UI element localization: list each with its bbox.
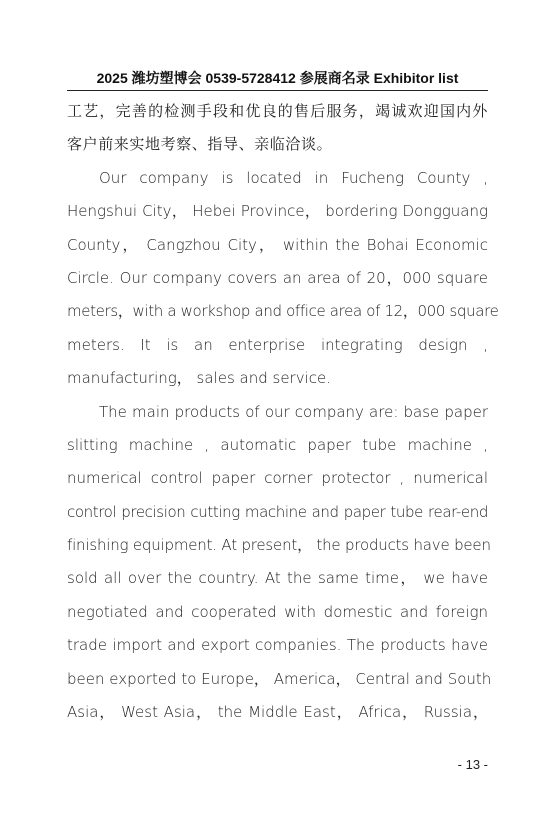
text-line: County， Cangzhou City， within the Bohai Economic bbox=[67, 235, 488, 254]
text-line: slitting machine , automatic paper tube machine , bbox=[67, 435, 488, 454]
text-line: finishing equipment. At present， the products have been bbox=[67, 536, 491, 555]
header-rule bbox=[67, 90, 488, 91]
text-line: Asia， West Asia， the Middle East， Africa， Russia， bbox=[67, 703, 488, 722]
text-line: meters. It is an enterprise integrating design , bbox=[67, 335, 488, 354]
text-line: Hengshui City， Hebei Province， bordering Dongguang bbox=[67, 202, 488, 221]
page-number: - 13 - bbox=[457, 757, 488, 772]
paragraph-first-line: The main products of our company are: base paper bbox=[99, 402, 488, 421]
text-line: meters，with a workshop and office area of 12，000 square bbox=[67, 302, 499, 321]
text-line: trade import and export companies. The products have bbox=[67, 636, 488, 655]
body-text bbox=[67, 95, 499, 729]
text-line: control precision cutting machine and paper tube rear-end bbox=[67, 502, 488, 521]
text-line: negotiated and cooperated with domestic and foreign bbox=[67, 602, 488, 621]
text-line: 工艺，完善的检测手段和优良的售后服务，竭诚欢迎国内外 bbox=[67, 102, 488, 120]
text-line: been exported to Europe， America， Central and South bbox=[67, 669, 492, 688]
text-line: manufacturing， sales and service. bbox=[67, 369, 332, 388]
paragraph-first-line: Our company is located in Fucheng County , bbox=[99, 168, 488, 187]
text-line: 客户前来实地考察、指导、亲临洽谈。 bbox=[67, 135, 333, 154]
text-line: sold all over the country. At the same time， we have bbox=[67, 569, 488, 588]
text-line: Circle. Our company covers an area of 20，000 square bbox=[67, 268, 488, 287]
page-header: 2025 潍坊塑博会 0539-5728412 参展商名录 Exhibitor list bbox=[96, 70, 459, 86]
text-line: numerical control paper corner protector , numerical bbox=[67, 469, 488, 488]
